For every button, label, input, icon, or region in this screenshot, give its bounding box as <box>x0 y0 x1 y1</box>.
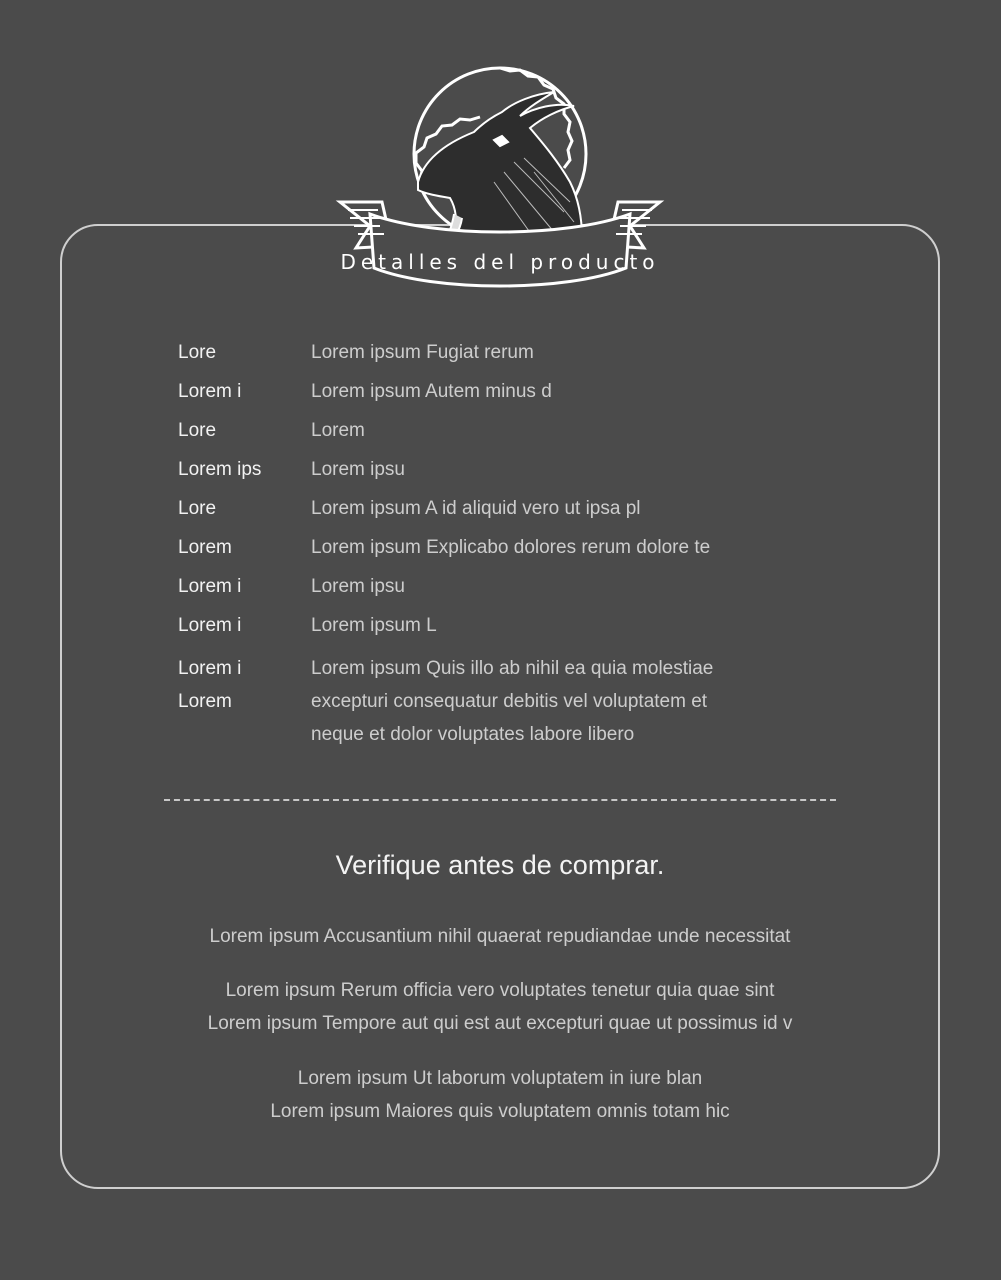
detail-label: Lorem i <box>178 615 242 636</box>
detail-label: Lorem <box>178 537 232 558</box>
detail-value: Lorem ipsu <box>311 576 405 597</box>
detail-value: Lorem ipsum Autem minus d <box>311 381 552 402</box>
check-line: Lorem ipsum Accusantium nihil quaerat repudiandae unde necessitat <box>209 926 791 947</box>
check-title: Verifique antes de comprar. <box>335 850 665 880</box>
check-paragraph <box>60 1062 940 1128</box>
dashed-divider <box>164 799 836 801</box>
detail-value: Lorem <box>311 420 365 441</box>
detail-label: Lore <box>178 498 217 519</box>
detail-row <box>178 496 818 521</box>
section-title: Detalles del producto <box>340 250 660 274</box>
detail-label: Lore <box>178 420 217 441</box>
detail-row <box>178 652 818 751</box>
check-line: Lorem ipsum Rerum officia vero voluptates tenetur quia quae sint <box>225 980 775 1001</box>
check-line: Lorem ipsum Maiores quis voluptatem omnis totam hic <box>270 1101 730 1122</box>
detail-label: Lorem i <box>178 381 242 402</box>
check-paragraph <box>60 974 940 1040</box>
detail-label: Lorem ips <box>178 459 262 480</box>
detail-label: Lorem i <box>178 576 242 597</box>
check-paragraph <box>60 920 940 953</box>
detail-row <box>178 379 818 404</box>
detail-value-line: excepturi consequatur debitis vel voluptatem et <box>311 691 708 712</box>
detail-label-line: Lorem i <box>178 658 242 679</box>
goat-head <box>418 92 582 248</box>
detail-value: Lorem ipsum L <box>311 615 437 636</box>
detail-value: Lorem ipsum Fugiat rerum <box>311 342 534 363</box>
detail-value: Lorem ipsu <box>311 459 405 480</box>
detail-row <box>178 457 818 482</box>
check-line: Lorem ipsum Ut laborum voluptatem in iure blan <box>297 1068 703 1089</box>
detail-value-line: Lorem ipsum Quis illo ab nihil ea quia molestiae <box>311 658 714 679</box>
detail-value: Lorem ipsum Explicabo dolores rerum dolore te <box>311 537 711 558</box>
details-list <box>178 340 818 765</box>
detail-row <box>178 574 818 599</box>
detail-label: Lore <box>178 342 217 363</box>
detail-row <box>178 535 818 560</box>
detail-label-line: Lorem <box>178 691 232 712</box>
detail-value-line: neque et dolor voluptates labore libero <box>311 724 635 745</box>
detail-row <box>178 613 818 638</box>
detail-row <box>178 340 818 365</box>
check-line: Lorem ipsum Tempore aut qui est aut excepturi quae ut possimus id v <box>207 1013 793 1034</box>
detail-value: Lorem ipsum A id aliquid vero ut ipsa pl <box>311 498 641 519</box>
detail-row <box>178 418 818 443</box>
detail-value <box>311 652 818 751</box>
detail-label <box>178 652 311 751</box>
